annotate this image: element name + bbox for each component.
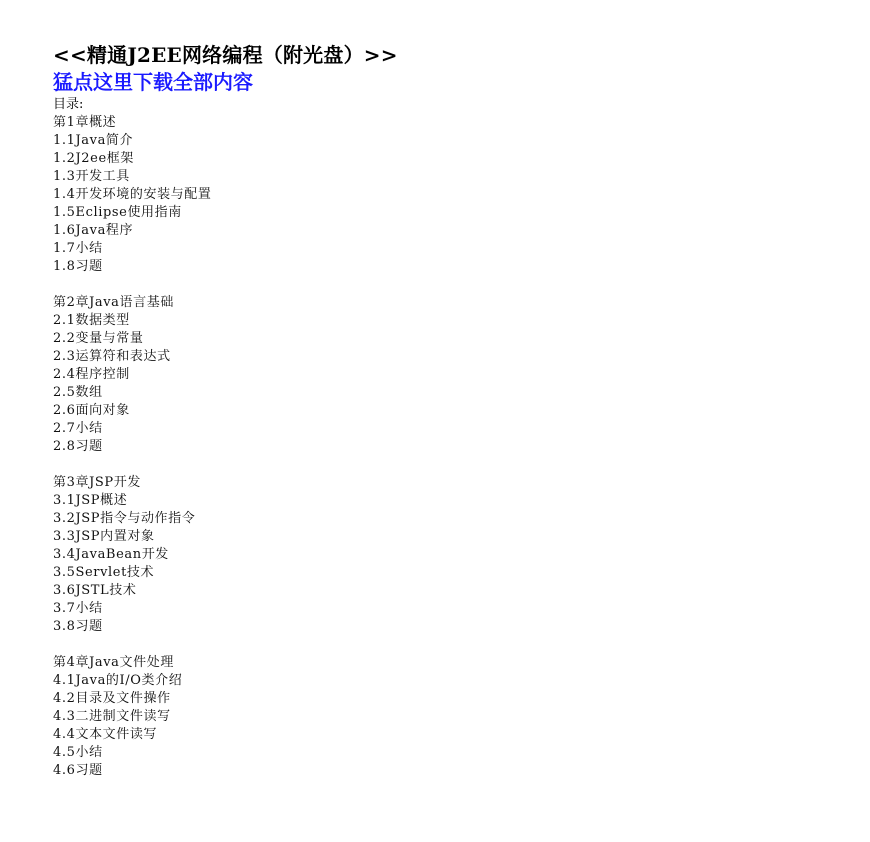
toc-item: 4.2目录及文件操作 (53, 691, 171, 706)
download-all-link[interactable]: 猛点这里下载全部内容 (53, 70, 253, 94)
toc-item: 1.3开发工具 (53, 169, 130, 184)
toc-item: 2.7小结 (53, 421, 103, 436)
toc-label: 目录: (53, 97, 84, 112)
chapter-1 (53, 114, 813, 276)
toc-item: 3.1JSP概述 (53, 493, 128, 508)
toc-item: 2.3运算符和表达式 (53, 349, 171, 364)
toc-item: 3.7小结 (53, 601, 103, 616)
chapter-2 (53, 294, 813, 456)
toc-item: 1.2J2ee框架 (53, 151, 134, 166)
chapter-title: 第2章Java语言基础 (53, 295, 174, 310)
chapter-title: 第1章概述 (53, 115, 117, 130)
chapter-title: 第3章JSP开发 (53, 475, 141, 490)
chapter-3 (53, 474, 813, 636)
toc-item: 4.5小结 (53, 745, 103, 760)
toc-item: 2.2变量与常量 (53, 331, 144, 346)
toc-item: 1.7小结 (53, 241, 103, 256)
toc-item: 4.3二进制文件读写 (53, 709, 171, 724)
toc-item: 2.4程序控制 (53, 367, 130, 382)
toc-item: 1.1Java简介 (53, 133, 134, 148)
chapter-title: 第4章Java文件处理 (53, 655, 174, 670)
toc-item: 3.6JSTL技术 (53, 583, 137, 598)
toc-item: 3.3JSP内置对象 (53, 529, 155, 544)
document-content (53, 42, 813, 780)
toc-item: 3.8习题 (53, 619, 103, 634)
toc-item: 2.5数组 (53, 385, 103, 400)
toc-item: 4.4文本文件读写 (53, 727, 158, 742)
toc-item: 1.4开发环境的安装与配置 (53, 187, 212, 202)
toc-item: 2.8习题 (53, 439, 103, 454)
toc-item: 3.2JSP指令与动作指令 (53, 511, 196, 526)
toc-item: 2.6面向对象 (53, 403, 130, 418)
toc-item: 1.6Java程序 (53, 223, 134, 238)
book-title: <<精通J2EE网络编程（附光盘）>> (53, 43, 398, 67)
toc-item: 3.4JavaBean开发 (53, 547, 169, 562)
toc-item: 1.8习题 (53, 259, 103, 274)
toc-item: 2.1数据类型 (53, 313, 130, 328)
toc-item: 1.5Eclipse使用指南 (53, 205, 182, 220)
toc-item: 4.1Java的I/O类介绍 (53, 673, 183, 688)
toc-item: 3.5Servlet技术 (53, 565, 155, 580)
toc-item: 4.6习题 (53, 763, 103, 778)
chapter-4 (53, 654, 813, 780)
